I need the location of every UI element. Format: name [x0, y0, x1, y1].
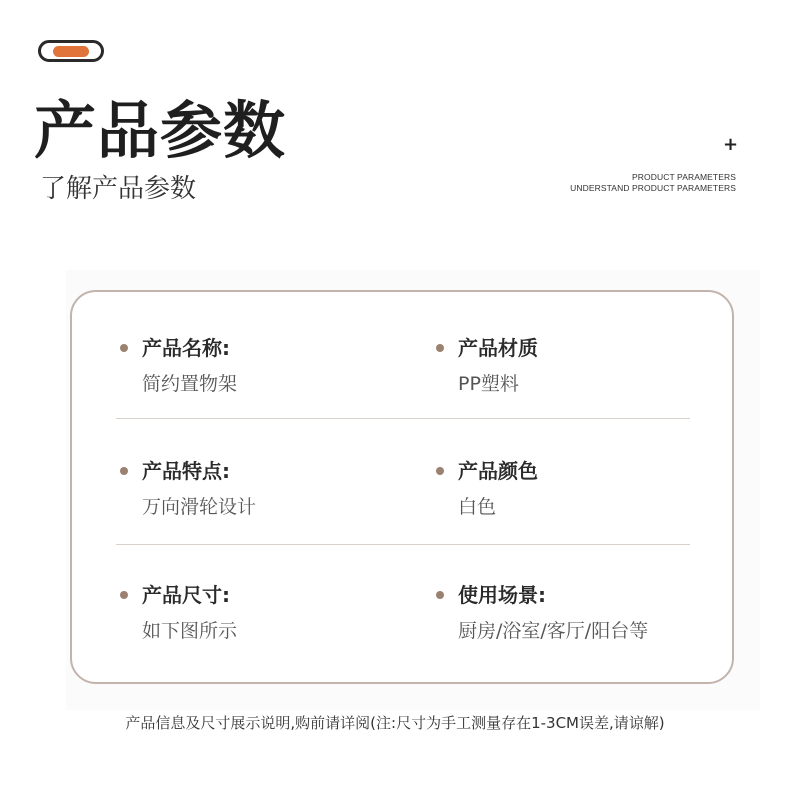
param-value: 万向滑轮设计 [142, 496, 257, 518]
param-item-size [120, 585, 410, 641]
param-item-color [436, 461, 726, 517]
param-row-3 [116, 585, 690, 665]
bullet-dot-icon [436, 467, 444, 475]
param-label: 产品名称: [142, 336, 230, 360]
page-subtitle: 了解产品参数 [40, 174, 197, 204]
param-label: 产品尺寸: [142, 583, 230, 607]
param-label: 使用场景: [458, 583, 546, 607]
page-title: 产品参数 [34, 94, 287, 167]
english-caption-line-1: PRODUCT PARAMETERS [632, 172, 736, 182]
english-caption-line-2: UNDERSTAND PRODUCT PARAMETERS [570, 183, 736, 193]
param-item-feature [120, 461, 410, 517]
row-divider [116, 544, 690, 545]
param-row-2 [116, 461, 690, 541]
param-value: 如下图所示 [142, 620, 238, 642]
plus-icon: + [723, 134, 739, 155]
english-caption [570, 172, 736, 194]
bullet-dot-icon [120, 344, 128, 352]
param-item-usage [436, 585, 726, 641]
bullet-dot-icon [436, 591, 444, 599]
param-label: 产品颜色 [458, 459, 538, 483]
parameters-card [70, 290, 734, 684]
row-divider [116, 418, 690, 419]
param-item-material [436, 338, 726, 394]
param-item-name [120, 338, 410, 394]
pill-accent [53, 46, 89, 57]
param-value: 厨房/浴室/客厅/阳台等 [458, 620, 649, 642]
bullet-dot-icon [436, 344, 444, 352]
param-value: PP塑料 [458, 373, 519, 395]
param-value: 简约置物架 [142, 373, 238, 395]
param-value: 白色 [458, 496, 497, 518]
param-row-1 [116, 338, 690, 418]
param-label: 产品特点: [142, 459, 230, 483]
param-label: 产品材质 [458, 336, 538, 360]
bullet-dot-icon [120, 467, 128, 475]
decorative-pill [38, 40, 104, 62]
bullet-dot-icon [120, 591, 128, 599]
footnote: 产品信息及尺寸展示说明,购前请详阅(注:尺寸为手工测量存在1-3CM误差,请谅解) [125, 714, 665, 732]
